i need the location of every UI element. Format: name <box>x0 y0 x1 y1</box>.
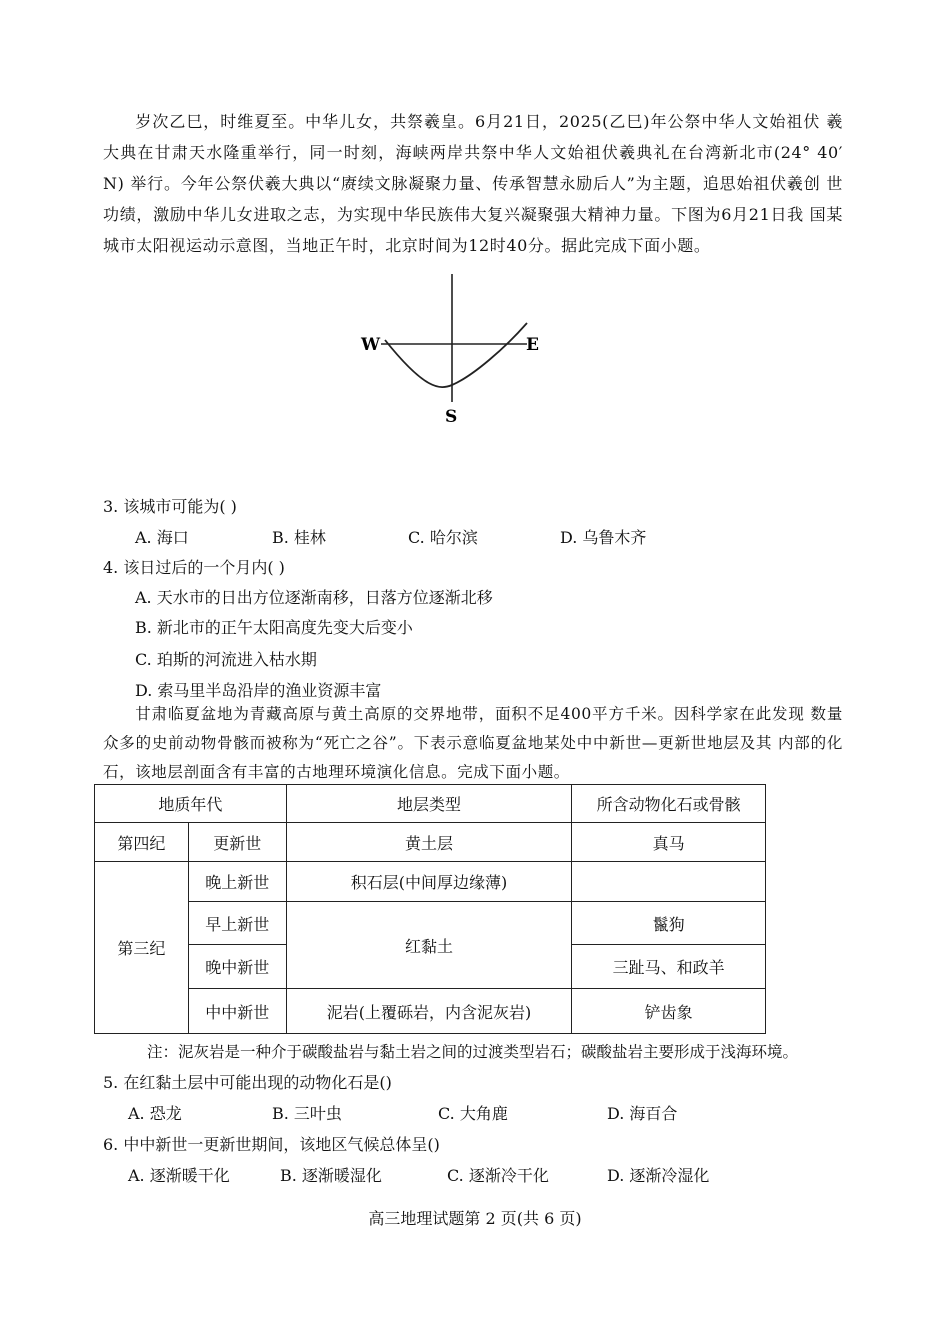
period-quaternary: 第四纪 <box>95 823 189 862</box>
q3-option-a: A. 海口 <box>135 528 189 547</box>
west-label: W <box>361 335 381 355</box>
q5-option-a: A. 恐龙 <box>128 1104 182 1123</box>
intro-paragraph-1-text: 岁次乙巳，时维夏至。中华儿女，共祭羲皇。6月21日，2025(乙巳)年公祭中华人文始祖伏 羲大典在甘肃天水隆重举行，同一时刻，海峡两岸共祭中华人文始祖伏羲典礼在台湾新北市(24° 40′ N) 举行。今年公祭伏羲大典以“赓续文脉凝聚力量、传承智慧永励后人”为主题，追思始祖伏羲创 世功绩，激励中华儿女进取之志，为实现中华民族伟大复兴凝聚强大精神力量。下图为6月21日我 国某城市太阳视运动示意图，当地正午时，北京时间为12时40分。据此完成下面小题。 <box>103 112 843 255</box>
intro-paragraph-2 <box>103 700 843 787</box>
q4-option-d: D. 索马里半岛沿岸的渔业资源丰富 <box>135 681 382 700</box>
table-row <box>95 989 766 1034</box>
page-footer: 高三地理试题第 2 页(共 6 页) <box>368 1209 582 1228</box>
table-header-row <box>95 785 766 823</box>
fossil-cell: 三趾马、和政羊 <box>572 945 766 989</box>
epoch-cell: 晚中新世 <box>188 945 286 989</box>
fossil-cell: 鬣狗 <box>572 902 766 945</box>
east-label: E <box>526 335 539 355</box>
question-6-stem: 6. 中中新世一更新世期间，该地区气候总体呈() <box>103 1135 440 1154</box>
intro-paragraph-1 <box>103 106 843 261</box>
epoch-cell: 早上新世 <box>188 902 286 945</box>
layer-cell: 黄土层 <box>286 823 572 862</box>
fossil-cell: 真马 <box>572 823 766 862</box>
q5-option-b: B. 三叶虫 <box>272 1104 342 1123</box>
header-fossils: 所含动物化石或骨骸 <box>572 785 766 823</box>
period-tertiary: 第三纪 <box>95 862 189 1034</box>
q4-option-c: C. 珀斯的河流进入枯水期 <box>135 650 317 669</box>
q3-option-d: D. 乌鲁木齐 <box>560 528 647 547</box>
q3-option-b: B. 桂林 <box>272 528 326 547</box>
layer-cell-red-clay: 红黏土 <box>286 902 572 989</box>
epoch-cell: 中中新世 <box>188 989 286 1034</box>
layer-cell: 泥岩(上覆砾岩，内含泥灰岩) <box>286 989 572 1034</box>
q4-option-b: B. 新北市的正午太阳高度先变大后变小 <box>135 618 413 637</box>
question-5-stem: 5. 在红黏土层中可能出现的动物化石是() <box>103 1073 392 1092</box>
q5-option-d: D. 海百合 <box>607 1104 678 1123</box>
sun-path-diagram <box>355 268 555 428</box>
sun-path-curve <box>385 323 527 387</box>
q3-option-c: C. 哈尔滨 <box>408 528 478 547</box>
table-row <box>95 823 766 862</box>
layer-cell: 积石层(中间厚边缘薄) <box>286 862 572 902</box>
fossil-cell <box>572 862 766 902</box>
epoch-cell: 更新世 <box>188 823 286 862</box>
q6-option-d: D. 逐渐冷湿化 <box>607 1166 710 1185</box>
intro-paragraph-2-text: 甘肃临夏盆地为青藏高原与黄土高原的交界地带，面积不足400平方千米。因科学家在此发现 数量众多的史前动物骨骸而被称为“死亡之谷”。下表示意临夏盆地某处中中新世—更新世地层及其 内部的化石，该地层剖面含有丰富的古地理环境演化信息。完成下面小题。 <box>103 705 843 781</box>
table-row <box>95 862 766 902</box>
question-3-stem: 3. 该城市可能为( ) <box>103 497 237 516</box>
table-row <box>95 902 766 945</box>
fossil-cell: 铲齿象 <box>572 989 766 1034</box>
q4-option-a: A. 天水市的日出方位逐渐南移，日落方位逐渐北移 <box>135 588 493 607</box>
table-note: 注：泥灰岩是一种介于碳酸盐岩与黏土岩之间的过渡类型岩石；碳酸盐岩主要形成于浅海环境。 <box>147 1043 799 1061</box>
q6-option-a: A. 逐渐暖干化 <box>128 1166 230 1185</box>
south-label: S <box>445 407 458 427</box>
q6-option-b: B. 逐渐暖湿化 <box>280 1166 382 1185</box>
strata-table <box>94 784 766 1034</box>
q6-option-c: C. 逐渐冷干化 <box>447 1166 549 1185</box>
q5-option-c: C. 大角鹿 <box>438 1104 508 1123</box>
header-geologic-age: 地质年代 <box>95 785 287 823</box>
header-layer-type: 地层类型 <box>286 785 572 823</box>
epoch-cell: 晚上新世 <box>188 862 286 902</box>
question-4-stem: 4. 该日过后的一个月内( ) <box>103 558 285 577</box>
